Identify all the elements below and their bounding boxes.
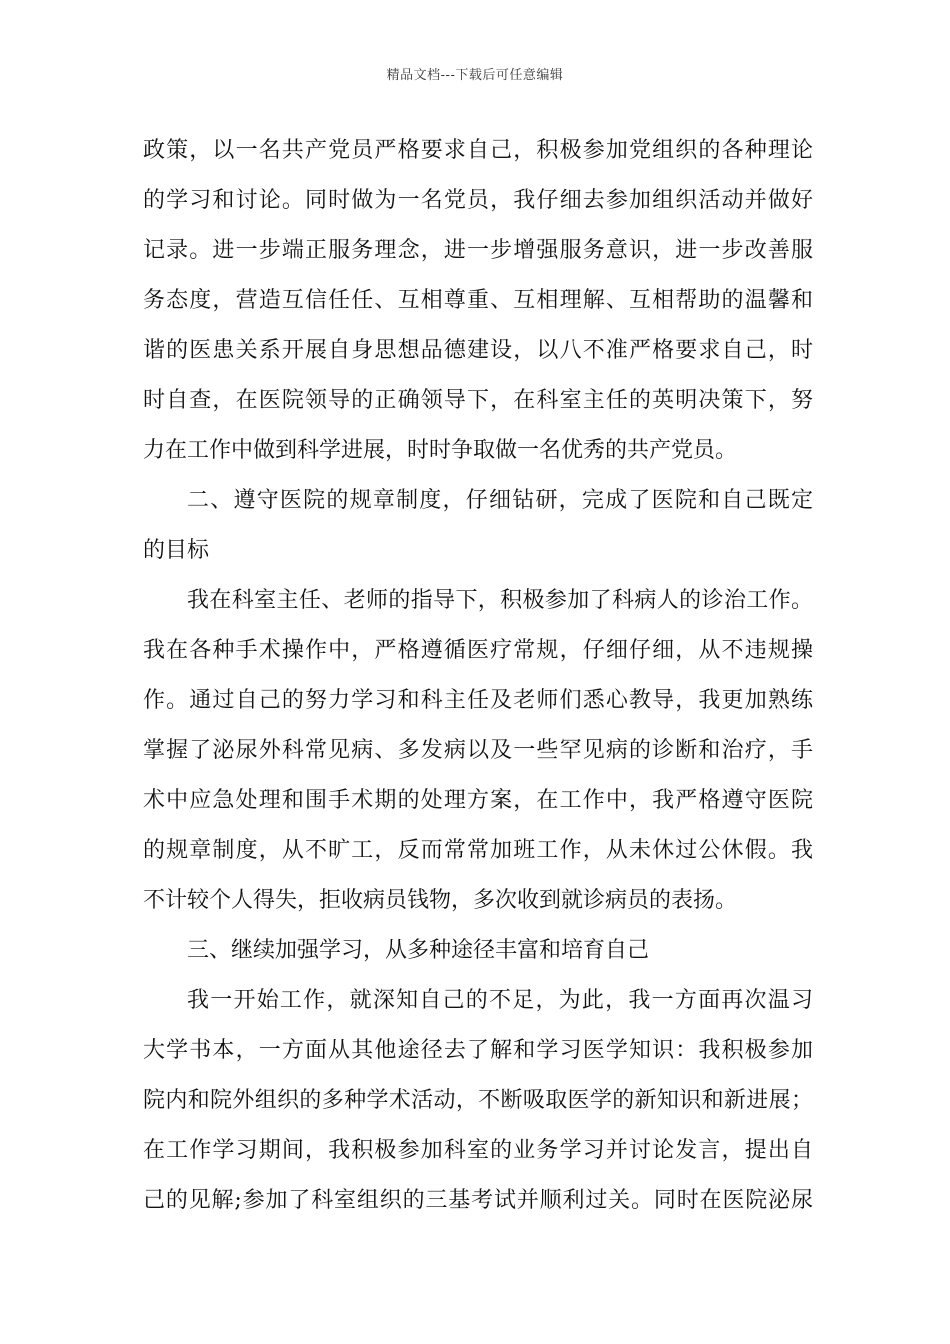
text-line: 我一开始工作，就深知自己的不足，为此，我一方面再次温习 <box>187 988 813 1013</box>
text-line: 在工作学习期间，我积极参加科室的业务学习并讨论发言，提出自 <box>143 1138 813 1163</box>
text-line: 时自查，在医院领导的正确领导下，在科室主任的英明决策下，努 <box>143 388 813 413</box>
text-line: 大学书本，一方面从其他途径去了解和学习医学知识：我积极参加 <box>143 1038 813 1063</box>
text-line: 不计较个人得失，拒收病员钱物，多次收到就诊病员的表扬。 <box>143 888 738 913</box>
page-header: 精品文档---下载后可任意编辑 <box>386 68 564 83</box>
text-line: 务态度，营造互信任任、互相尊重、互相理解、互相帮助的温馨和 <box>143 288 813 313</box>
text-line: 掌握了泌尿外科常见病、多发病以及一些罕见病的诊断和治疗，手 <box>143 738 813 763</box>
text-line: 政策，以一名共产党员严格要求自己，积极参加党组织的各种理论 <box>143 138 813 163</box>
text-line: 三、继续加强学习，从多种途径丰富和培育自己 <box>187 938 650 963</box>
text-line: 我在各种手术操作中，严格遵循医疗常规，仔细仔细，从不违规操 <box>143 638 813 663</box>
text-line: 术中应急处理和围手术期的处理方案，在工作中，我严格遵守医院 <box>143 788 813 813</box>
text-line: 的规章制度，从不旷工，反而常常加班工作，从未休过公休假。我 <box>143 838 813 863</box>
text-line: 院内和院外组织的多种学术活动，不断吸取医学的新知识和新进展； <box>143 1088 813 1113</box>
text-line: 我在科室主任、老师的指导下，积极参加了科病人的诊治工作。 <box>187 588 813 613</box>
document-body <box>143 126 813 1226</box>
text-line: 谐的医患关系开展自身思想品德建设，以八不准严格要求自己，时 <box>143 338 813 363</box>
text-line: 力在工作中做到科学进展，时时争取做一名优秀的共产党员。 <box>143 438 738 463</box>
text-line: 记录。进一步端正服务理念，进一步增强服务意识，进一步改善服 <box>143 238 813 263</box>
text-line: 二、遵守医院的规章制度，仔细钻研，完成了医院和自己既定 <box>187 488 813 513</box>
text-line: 作。通过自己的努力学习和科主任及老师们悉心教导，我更加熟练 <box>143 688 813 713</box>
text-line: 的学习和讨论。同时做为一名党员，我仔细去参加组织活动并做好 <box>143 188 813 213</box>
text-line: 的目标 <box>143 538 210 563</box>
text-line: 己的见解;参加了科室组织的三基考试并顺利过关。同时在医院泌尿 <box>143 1188 813 1213</box>
